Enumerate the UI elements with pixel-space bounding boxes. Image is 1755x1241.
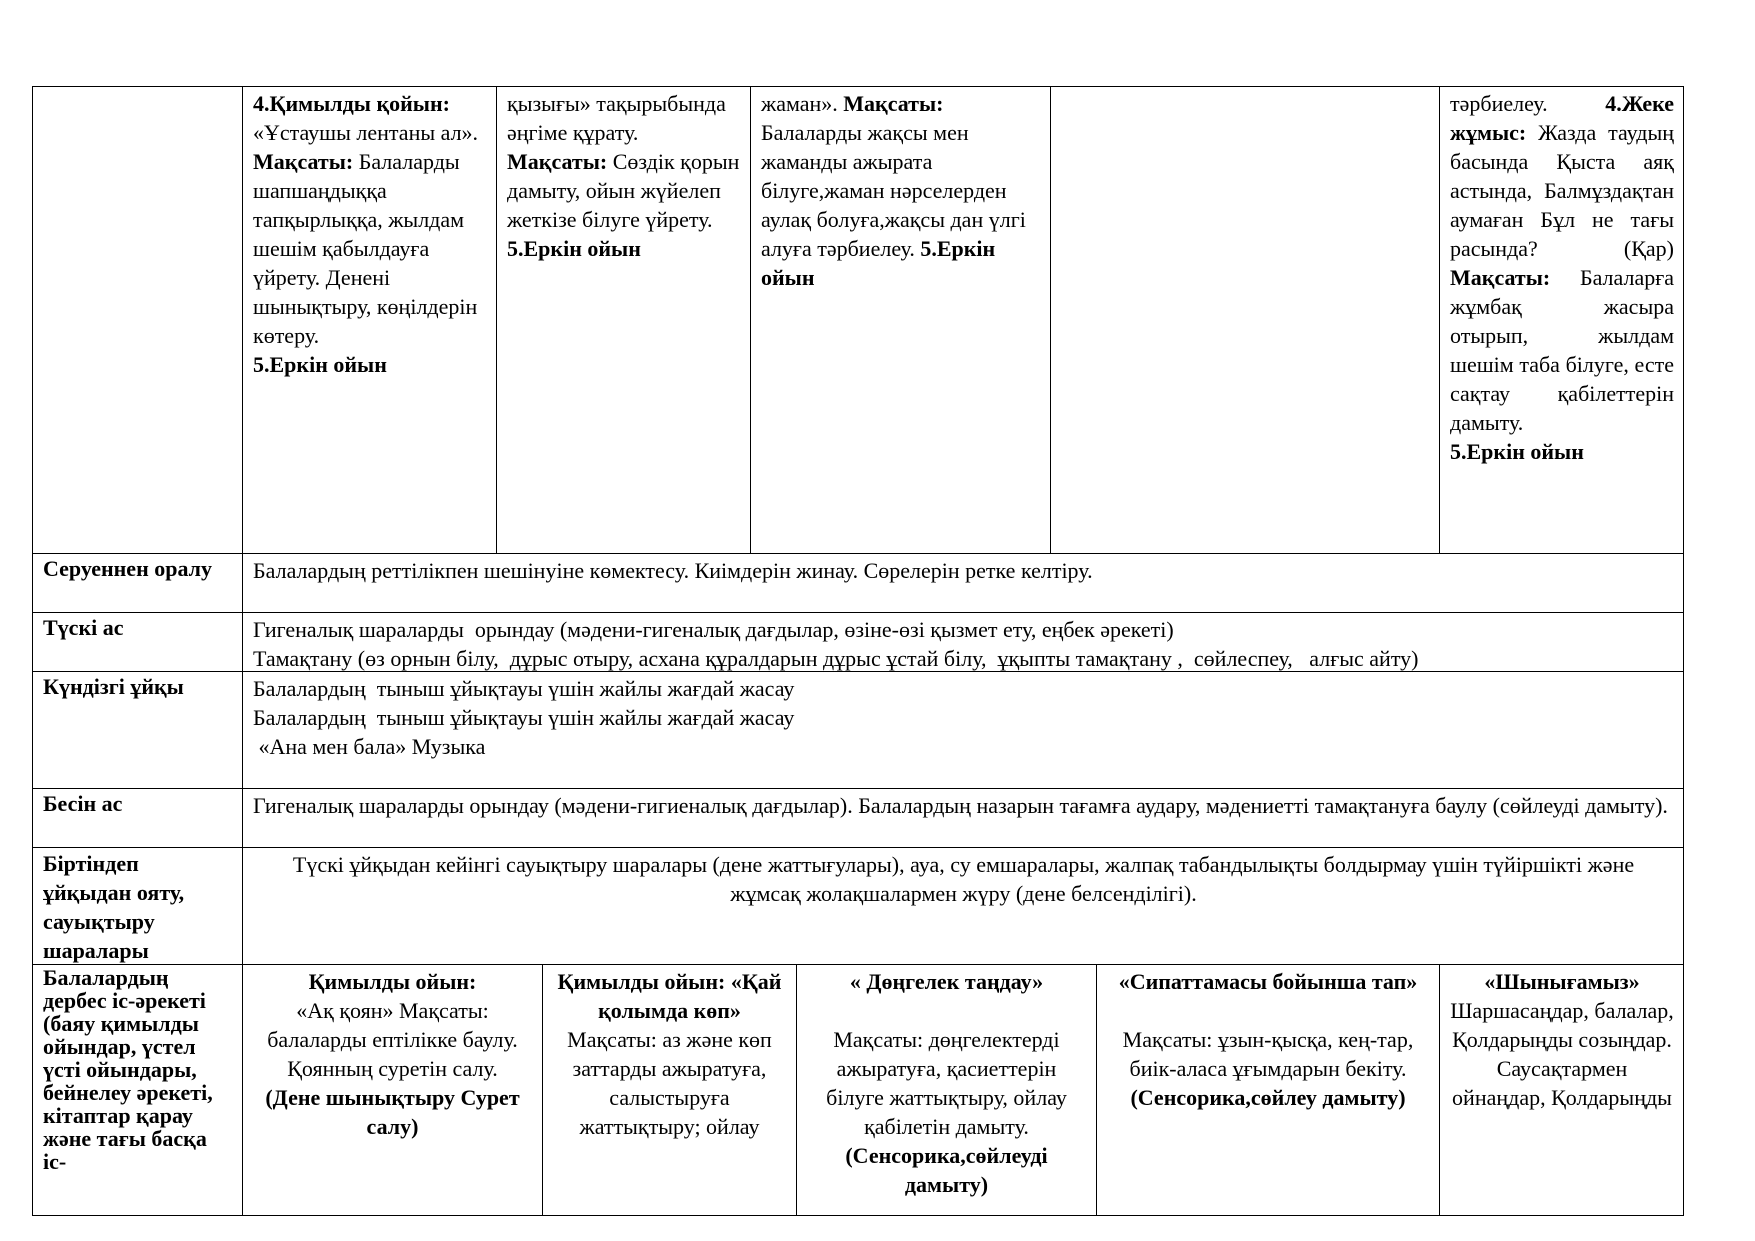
activity-cell-5 — [1440, 965, 1684, 1216]
upbringing-text: тәрбиелеу. — [1450, 91, 1548, 116]
row-label-nap: Күндізгі ұйқы — [43, 674, 184, 699]
goal-text: Балаларды шапшаңдыққа тапқырлыққа, жылдам шешім қабылдауға үйрету. Денені шынықтыру, көңілдерін көтеру. — [253, 149, 478, 348]
activity-cell-2 — [543, 965, 796, 1216]
row-label-independent: Балалардың дербес іс-әрекеті (баяу қимылды ойындар, үстел үсті ойындары, бейнелеу әрекеті, кітаптар қарау және тағы басқа іс- — [43, 965, 213, 1174]
conversation-text: қызығы» тақырыбында әңгіме құрату. — [507, 91, 726, 145]
activity-title: «Сипаттамасы бойынша тап» — [1118, 969, 1418, 994]
goal-heading: Мақсаты: — [843, 91, 944, 116]
goal-text: Балаларға жұмбақ жасыра отырып, жылдам шешім таба білуге, есте сақтау қабілеттерін дамыту. — [1450, 265, 1674, 435]
activity-title: Қимылды ойын: «Қай қолымда көп» — [557, 969, 782, 1023]
lunch-line-1: Гигеналық шараларды орындау (мәдени-гигеналық дағдылар, өзіне-өзі қызмет ету, еңбек әрекеті) — [253, 617, 1174, 642]
activity-title: «Шынығамыз» — [1484, 969, 1640, 994]
row-label-lunch: Түскі ас — [43, 615, 124, 640]
activity-title: Қимылды ойын: — [308, 969, 477, 994]
free-play-heading: 5.Еркін ойын — [761, 236, 996, 290]
top-cell-empty — [1051, 87, 1439, 553]
activity-cell-4 — [1097, 965, 1439, 1216]
row-label-wake: Біртіндеп ұйқыдан ояту, сауықтыру шаралары — [43, 851, 185, 963]
free-play-heading: 5.Еркін ойын — [507, 236, 641, 261]
top-row-label-cell — [33, 87, 242, 553]
activity-text: Мақсаты: дөңгелектерді ажыратуға, қасиеттерін білуге жаттықтыру, ойлау қабілетін дамыту. — [826, 1027, 1067, 1139]
goal-text: Балаларды жақсы мен жаманды ажырата білуге,жаман нәрселерден аулақ болуға,жақсы дан үлгі алуға тәрбиелеу. — [761, 120, 1026, 261]
top-cell-movement-game — [243, 87, 496, 553]
activity-area: (Дене шынықтыру Сурет салу) — [265, 1085, 520, 1139]
activity-cell-1 — [243, 965, 542, 1216]
activity-text: Мақсаты: ұзын-қысқа, кең-тар, биік-аласа ұғымдарын бекіту. — [1122, 1027, 1414, 1081]
top-cell-conversation — [497, 87, 750, 553]
activity-title: « Дөңгелек таңдау» — [849, 969, 1044, 994]
goal-heading: Мақсаты: — [1450, 265, 1551, 290]
activity-text: Шаршасаңдар, балалар, Қолдарыңды созыңдар. Саусақтармен ойнаңдар, Қолдарыңды — [1450, 998, 1674, 1110]
top-cell-individual-work — [1440, 87, 1684, 553]
activity-area: (Сенсорика,сөйлеу дамыту) — [1130, 1085, 1406, 1110]
topic-text: жаман». — [761, 91, 838, 116]
game-heading: 4.Қимылды қойын: — [253, 91, 450, 116]
activity-cell-3 — [797, 965, 1096, 1216]
free-play-heading: 5.Еркін ойын — [253, 352, 387, 377]
row-label-return-walk: Серуеннен оралу — [43, 556, 213, 581]
goal-heading: Мақсаты: — [253, 149, 354, 174]
goal-text: Сөздік қорын дамыту, ойын жүйелеп жеткізе білуге үйрету. — [507, 149, 740, 232]
wake-text: Түскі ұйқыдан кейінгі сауықтыру шаралары (дене жаттығулары), ауа, су емшаралары, жалпақ табандылықты болдырмау үшін түйіршікті және жұмсақ жолақшалармен жүру (дене белсенділігі). — [292, 852, 1635, 906]
row-label-snack: Бесін ас — [43, 791, 123, 816]
nap-line-3: «Ана мен бала» Музыка — [253, 734, 486, 759]
nap-line-1: Балалардың тыныш ұйықтауы үшін жайлы жағдай жасау — [253, 676, 795, 701]
activity-text: Мақсаты: аз және көп заттарды ажыратуға, салыстыруға жаттықтыру; ойлау — [567, 1027, 772, 1139]
riddle-text: Жазда таудың басында Қыста аяқ астында, Балмұздақтан аумаған Бұл не тағы расында? (Қар) — [1450, 120, 1675, 261]
return-walk-text: Балалардың реттілікпен шешінуіне көмектесу. Киімдерін жинау. Сөрелерін ретке келтіру. — [253, 558, 1093, 583]
activity-area: (Сенсорика,сөйлеуді дамыту) — [845, 1143, 1048, 1197]
free-play-heading: 5.Еркін ойын — [1450, 439, 1584, 464]
nap-cell — [243, 672, 1684, 788]
lunch-line-2: Тамақтану (өз орнын білу, дұрыс отыру, асхана құралдарын дұрыс ұстай білу, ұқыпты тамақтану , сөйлеспеу, алғыс айту) — [253, 646, 1419, 671]
top-cell-good-bad — [751, 87, 1050, 553]
lunch-cell — [243, 613, 1684, 671]
snack-text: Гигеналық шараларды орындау (мәдени-гигиеналық дағдылар). Балалардың назарын тағамға аудару, мәдениетті тамақтануға баулу (сөйлеуді дамыту). — [253, 793, 1668, 818]
activity-text: «Ақ қоян» Мақсаты: балаларды ептілікке баулу. Қоянның суретін салу. — [267, 998, 518, 1081]
goal-heading: Мақсаты: — [507, 149, 608, 174]
individual-work-heading: 4.Жеке жұмыс: — [1450, 91, 1674, 145]
nap-line-2: Балалардың тыныш ұйықтауы үшін жайлы жағдай жасау — [253, 705, 795, 730]
game-name: «Ұстаушы лентаны ал». — [253, 120, 479, 145]
